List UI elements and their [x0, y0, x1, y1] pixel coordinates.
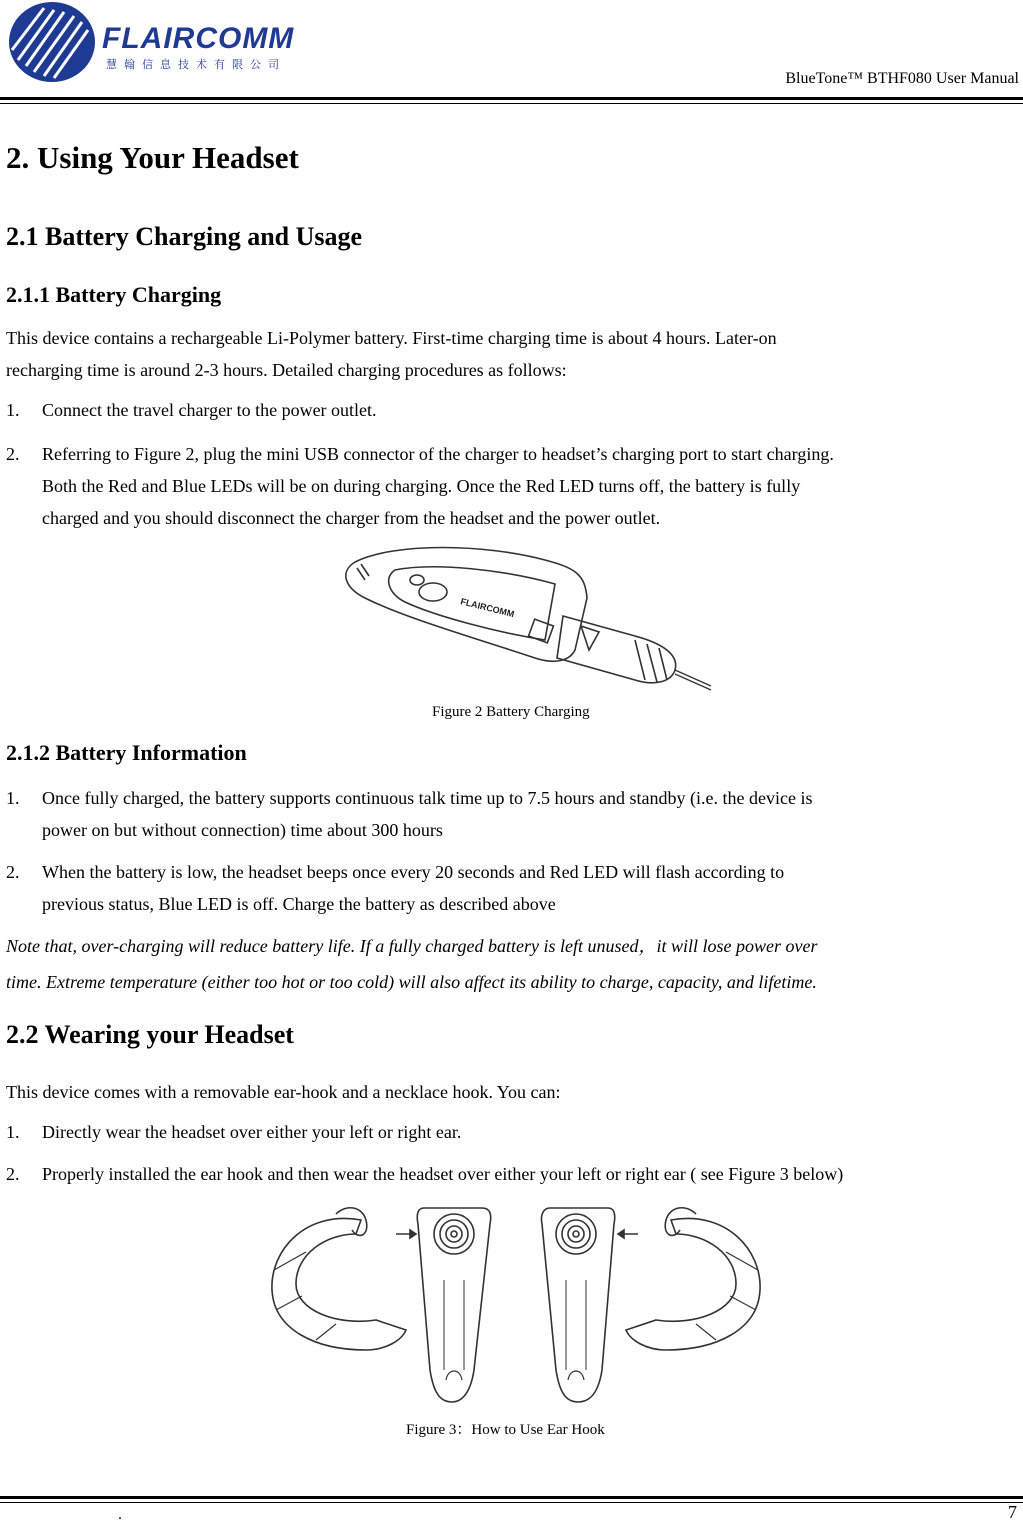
brand-name: FLAIRCOMM — [102, 22, 295, 55]
header-rule-thin — [0, 103, 1023, 104]
figure-2-label: FLAIRCOMM — [459, 596, 516, 620]
subsection-2-1-title: 2.1 Battery Charging and Usage — [6, 222, 363, 251]
list-text: Connect the travel charger to the power outlet. — [42, 400, 377, 420]
list-number: 1. — [6, 400, 20, 420]
flaircomm-globe-icon — [6, 0, 98, 84]
list-number: 2. — [6, 1164, 20, 1184]
list-number: 2. — [6, 444, 20, 464]
ear-hook-illustration — [266, 1200, 766, 1404]
list-text: charged and you should disconnect the charger from the headset and the power outlet. — [42, 508, 661, 528]
battery-note-line2: time. Extreme temperature (either too hot or too cold) will also affect its ability to charge, capacity, and lifetime. — [6, 972, 817, 992]
list-number: 1. — [6, 788, 20, 808]
charging-intro-line1: This device contains a rechargeable Li-Polymer battery. First-time charging time is about 4 hours. Later-on — [6, 328, 777, 348]
list-text: Once fully charged, the battery supports continuous talk time up to 7.5 hours and standby (i.e. the device is — [42, 788, 813, 808]
header-rule-thick — [0, 97, 1023, 100]
list-text: When the battery is low, the headset beeps once every 20 seconds and Red LED will flash according to — [42, 862, 785, 882]
list-number: 1. — [6, 1122, 20, 1142]
list-text: Properly installed the ear hook and then wear the headset over either your left or right ear ( see Figure 3 below) — [42, 1164, 844, 1184]
footer-rule-thin — [0, 1502, 1023, 1503]
page-number: 7 — [1008, 1502, 1017, 1522]
wearing-intro: This device comes with a removable ear-hook and a necklace hook. You can: — [6, 1082, 561, 1102]
subsection-2-2-title: 2.2 Wearing your Headset — [6, 1020, 294, 1049]
list-text: power on but without connection) time about 300 hours — [42, 820, 443, 840]
manual-title: BlueTone™ BTHF080 User Manual — [785, 70, 1019, 87]
figure-3-caption: Figure 3：How to Use Ear Hook — [406, 1422, 605, 1438]
subsection-2-1-1-title: 2.1.1 Battery Charging — [6, 282, 222, 307]
company-logo — [6, 0, 316, 84]
brand-name-cn: 慧翰信息技术有限公司 — [106, 58, 286, 71]
footer-rule-thick — [0, 1496, 1023, 1499]
figure-2-caption: Figure 2 Battery Charging — [432, 704, 590, 720]
list-text: Directly wear the headset over either your left or right ear. — [42, 1122, 462, 1142]
list-text: previous status, Blue LED is off. Charge the battery as described above — [42, 894, 556, 914]
list-text: Referring to Figure 2, plug the mini USB connector of the charger to headset’s charging port to start charging. — [42, 444, 834, 464]
battery-charging-illustration — [335, 540, 715, 692]
list-text: Both the Red and Blue LEDs will be on during charging. Once the Red LED turns off, the battery is fully — [42, 476, 801, 496]
list-number: 2. — [6, 862, 20, 882]
section-title: 2. Using Your Headset — [6, 140, 299, 175]
subsection-2-1-2-title: 2.1.2 Battery Information — [6, 740, 247, 765]
battery-note-line1: Note that, over-charging will reduce battery life. If a fully charged battery is left unused，it will lose power over — [6, 936, 818, 956]
charging-intro-line2: recharging time is around 2-3 hours. Detailed charging procedures as follows: — [6, 360, 567, 380]
footer-dot: . — [118, 1506, 122, 1523]
